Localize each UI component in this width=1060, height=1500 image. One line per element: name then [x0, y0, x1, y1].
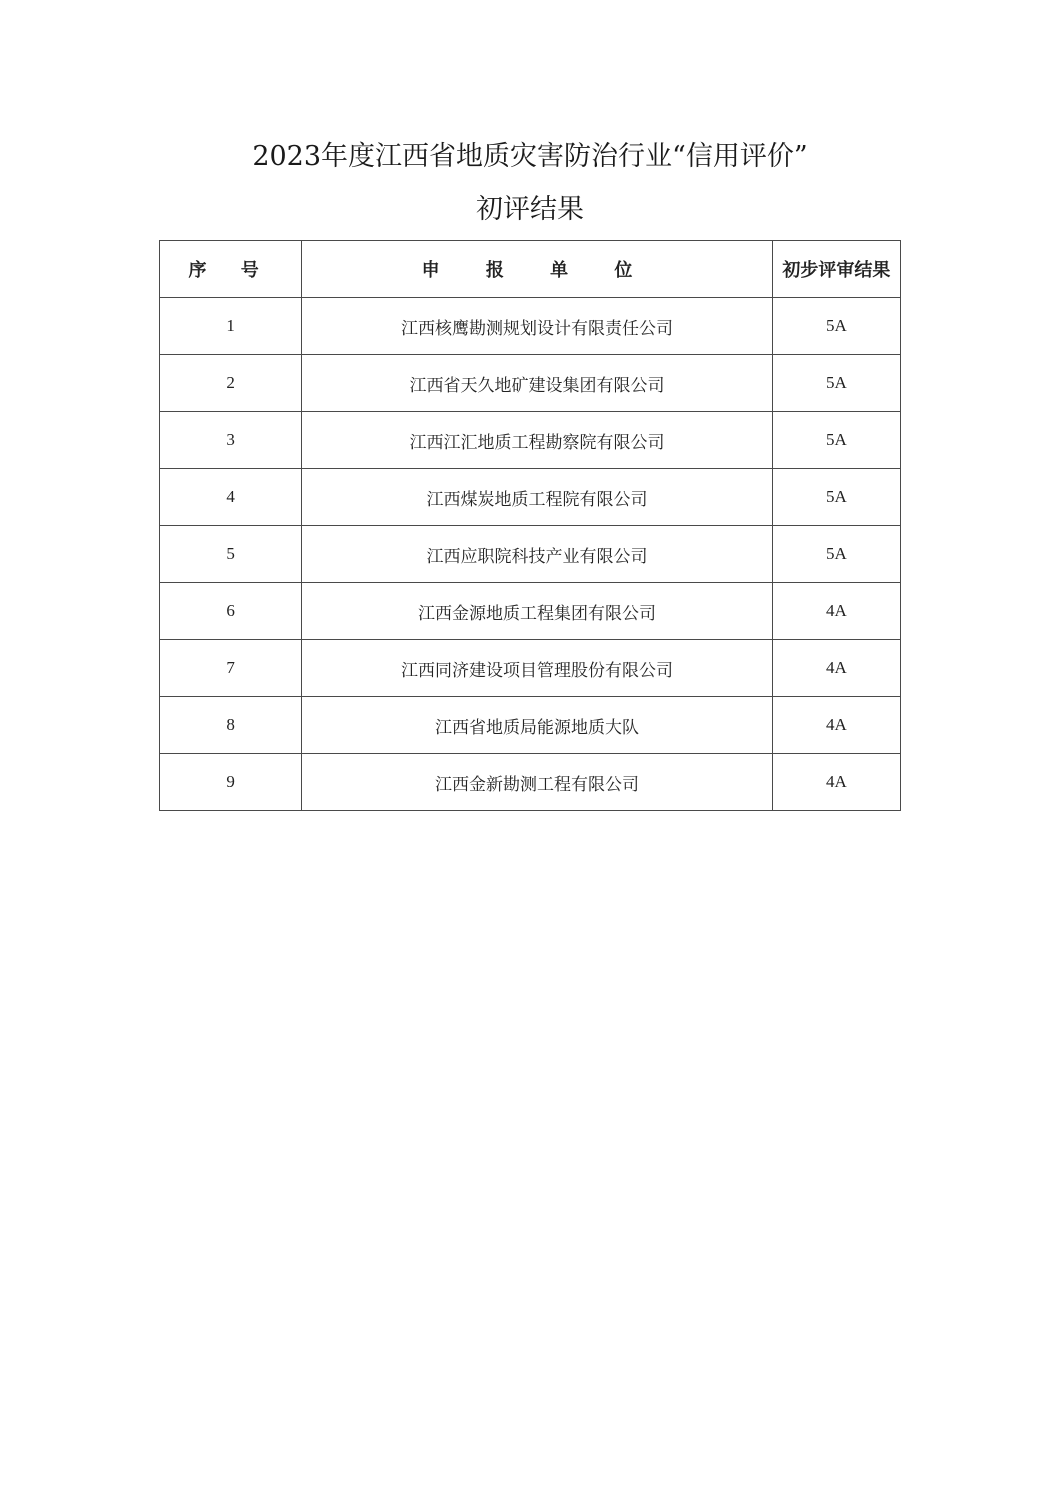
table-row — [160, 355, 901, 412]
table-row — [160, 754, 901, 811]
document-subtitle: 初评结果 — [476, 194, 584, 225]
cell-result: 5A — [772, 298, 900, 355]
table-row — [160, 697, 901, 754]
cell-result: 4A — [772, 640, 900, 697]
table-row — [160, 298, 901, 355]
table-row — [160, 583, 901, 640]
cell-result: 5A — [772, 355, 900, 412]
cell-serial-number: 1 — [160, 298, 302, 355]
table-row — [160, 526, 901, 583]
cell-reporting-unit: 江西江汇地质工程勘察院有限公司 — [302, 412, 773, 469]
cell-reporting-unit: 江西金源地质工程集团有限公司 — [302, 583, 773, 640]
cell-serial-number: 5 — [160, 526, 302, 583]
cell-serial-number: 9 — [160, 754, 302, 811]
table-row — [160, 412, 901, 469]
cell-serial-number: 2 — [160, 355, 302, 412]
cell-result: 5A — [772, 526, 900, 583]
cell-result: 4A — [772, 697, 900, 754]
table-row — [160, 640, 901, 697]
cell-serial-number: 3 — [160, 412, 302, 469]
table-row — [160, 469, 901, 526]
table-header-row — [160, 241, 901, 298]
cell-reporting-unit: 江西核鹰勘测规划设计有限责任公司 — [302, 298, 773, 355]
results-table — [159, 240, 901, 811]
cell-reporting-unit: 江西煤炭地质工程院有限公司 — [302, 469, 773, 526]
cell-result: 4A — [772, 583, 900, 640]
cell-reporting-unit: 江西同济建设项目管理股份有限公司 — [302, 640, 773, 697]
header-preliminary-result: 初步评审结果 — [772, 241, 900, 298]
cell-reporting-unit: 江西应职院科技产业有限公司 — [302, 526, 773, 583]
cell-serial-number: 4 — [160, 469, 302, 526]
cell-result: 5A — [772, 412, 900, 469]
document-title: 2023年度江西省地质灾害防治行业“信用评价” — [252, 141, 808, 172]
cell-reporting-unit: 江西省天久地矿建设集团有限公司 — [302, 355, 773, 412]
cell-result: 5A — [772, 469, 900, 526]
cell-reporting-unit: 江西省地质局能源地质大队 — [302, 697, 773, 754]
cell-reporting-unit: 江西金新勘测工程有限公司 — [302, 754, 773, 811]
cell-serial-number: 8 — [160, 697, 302, 754]
cell-serial-number: 6 — [160, 583, 302, 640]
header-reporting-unit: 申 报 单 位 — [302, 241, 773, 298]
cell-result: 4A — [772, 754, 900, 811]
cell-serial-number: 7 — [160, 640, 302, 697]
header-serial-number: 序 号 — [160, 241, 302, 298]
